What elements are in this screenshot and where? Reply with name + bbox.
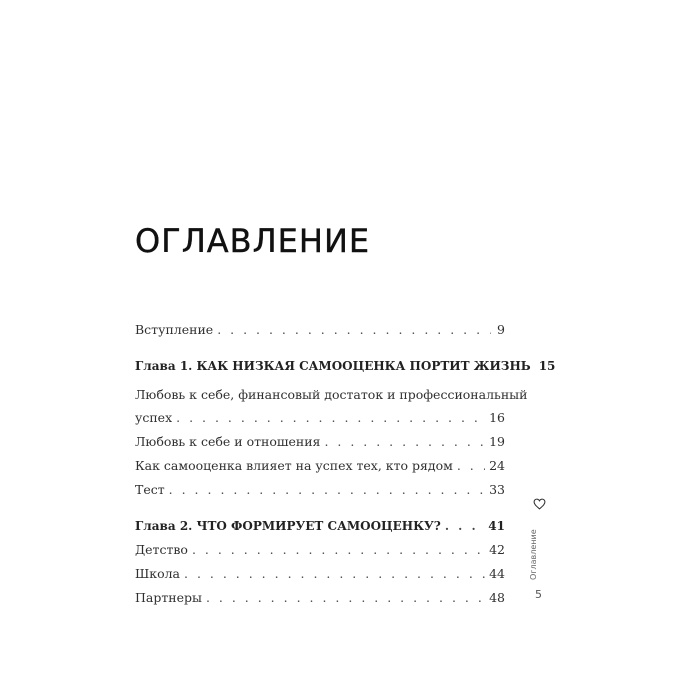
toc-entry-section[interactable] — [135, 454, 505, 478]
toc-entry-section[interactable] — [135, 586, 505, 610]
toc-entry-page: 33 — [489, 482, 505, 497]
toc-entry-page: 42 — [489, 542, 505, 557]
toc-entry-section[interactable] — [135, 384, 528, 430]
leader-dots — [169, 478, 485, 502]
page-title: ОГЛАВЛЕНИЕ — [135, 222, 371, 260]
toc-entry-label-line1: Любовь к себе, финансовый достаток и профессиональный — [135, 387, 528, 402]
toc-entry-page: 48 — [489, 590, 505, 605]
toc-entry-page: 44 — [489, 566, 505, 581]
page-margin-marker — [527, 498, 551, 608]
toc-entry-label: Тест — [135, 482, 165, 497]
toc-entry-label: Партнеры — [135, 590, 202, 605]
toc-entry-page: 16 — [489, 410, 505, 425]
running-head: Оглавление — [529, 529, 538, 580]
toc-entry-label: Любовь к себе и отношения — [135, 434, 321, 449]
toc-entry-label: Детство — [135, 542, 188, 557]
leader-dots — [217, 318, 491, 342]
toc-entry-page: 41 — [488, 519, 505, 533]
toc-entry-intro[interactable] — [135, 318, 505, 342]
toc-entry-page: 24 — [489, 458, 505, 473]
page-number: 5 — [535, 588, 542, 601]
toc-entry-page: 19 — [489, 434, 505, 449]
toc-entry-label: Вступление — [135, 322, 214, 337]
toc-entry-label: Как самооценка влияет на успех тех, кто рядом — [135, 458, 453, 473]
leader-dots — [176, 406, 485, 430]
leader-dots — [457, 454, 485, 478]
toc-entry-label: Школа — [135, 566, 180, 581]
toc-entry-section[interactable] — [135, 538, 505, 562]
toc-entry-section[interactable] — [135, 430, 505, 454]
toc-entry-section[interactable] — [135, 562, 505, 586]
leader-dots — [184, 562, 485, 586]
toc-chapter-2[interactable] — [135, 514, 505, 538]
leader-dots — [324, 430, 485, 454]
leader-dots — [445, 514, 484, 538]
toc-entry-label: успех — [135, 410, 173, 425]
leader-dots — [206, 586, 485, 610]
toc-entry-label: Глава 2. ЧТО ФОРМИРУЕТ САМООЦЕНКУ? — [135, 519, 441, 533]
leader-dots — [192, 538, 485, 562]
toc-entry-page: 15 — [538, 359, 556, 373]
toc-entry-page: 9 — [497, 322, 505, 337]
toc-chapter-1[interactable] — [135, 354, 556, 378]
toc-entry-section[interactable] — [135, 478, 505, 502]
heart-icon — [533, 498, 546, 513]
toc-entry-label: Глава 1. КАК НИЗКАЯ САМООЦЕНКА ПОРТИТ ЖИЗНЬ — [135, 359, 531, 373]
